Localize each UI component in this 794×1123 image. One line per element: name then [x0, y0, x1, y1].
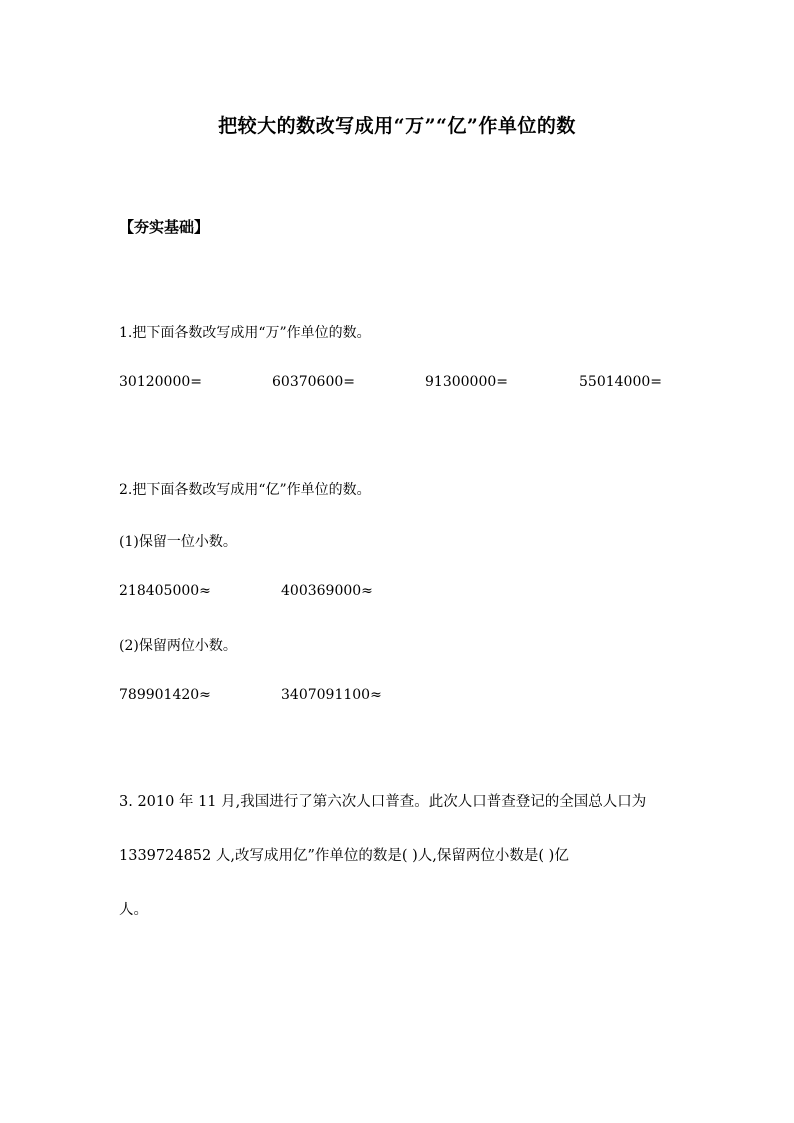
- question-1-prompt: 1.把下面各数改写成用“万”作单位的数。: [119, 325, 371, 341]
- q2-part2-item-2: 3407091100≈: [281, 687, 382, 703]
- q1-item-3: 91300000=: [425, 374, 508, 390]
- question-3-line-1: 3. 2010 年 11 月,我国进行了第六次人口普查。此次人口普查登记的全国总人口为: [119, 794, 647, 810]
- question-2-prompt: 2.把下面各数改写成用“亿”作单位的数。: [119, 482, 371, 498]
- q2-part2-label: (2)保留两位小数。: [119, 638, 237, 654]
- q2-part1-item-1: 218405000≈: [119, 583, 211, 599]
- q2-part1-label: (1)保留一位小数。: [119, 534, 237, 550]
- q1-item-2: 60370600=: [272, 374, 355, 390]
- q1-item-1: 30120000=: [119, 374, 202, 390]
- page-title: 把较大的数改写成用“万”“亿”作单位的数: [218, 115, 576, 137]
- section-heading: 【夯实基础】: [119, 218, 210, 236]
- question-3-line-2: 1339724852 人,改写成用亿”作单位的数是( )人,保留两位小数是( )亿: [119, 848, 569, 864]
- q2-part2-item-1: 789901420≈: [119, 687, 211, 703]
- q2-part1-item-2: 400369000≈: [281, 583, 373, 599]
- question-3-line-3: 人。: [119, 902, 148, 918]
- q1-item-4: 55014000=: [579, 374, 662, 390]
